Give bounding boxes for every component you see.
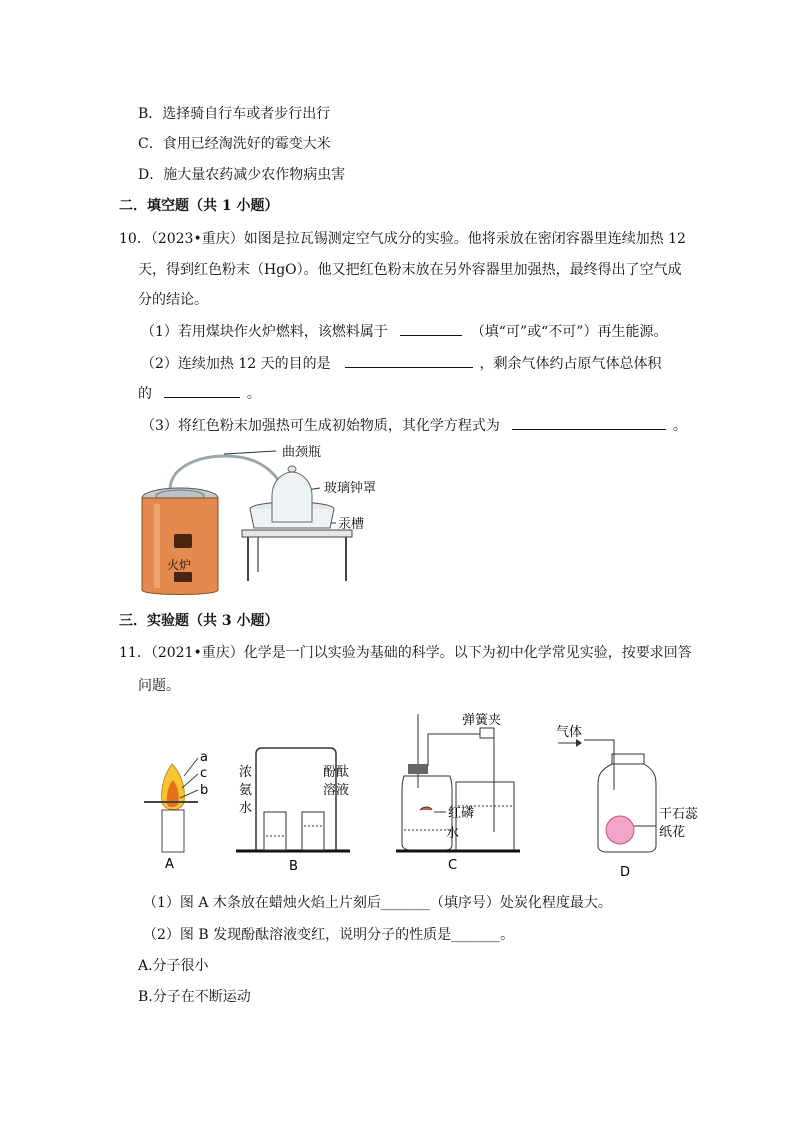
furnace-highlight [154, 504, 160, 588]
q9-option-b: B．选择骑自行车或者步行出行 [138, 106, 331, 122]
q10-part1 [141, 321, 667, 342]
flask-leader-line [224, 451, 276, 454]
section-3-title: 三．实验题（共 3 小题） [119, 613, 279, 629]
figure-label-a: A [165, 857, 174, 872]
litmus-label-1: 干石蕊 [659, 807, 699, 822]
phenol-label-1: 酚酞 [323, 765, 350, 780]
ammonia-label-2: 氨 [239, 783, 253, 798]
q10-part2-text-after: ，剩余气体约占原气体总体积 [479, 356, 662, 372]
clip-label: 弹簧夹 [462, 713, 502, 728]
lavoisier-apparatus-figure [130, 438, 390, 600]
litmus-label-2: 纸花 [659, 825, 686, 840]
section-2-title: 二．填空题（共 1 小题） [119, 198, 279, 214]
figure-label-b: B [289, 859, 298, 874]
small-beaker-left [264, 812, 286, 850]
answer-blank[interactable] [400, 321, 462, 336]
small-beaker-right [302, 812, 324, 850]
jar-mouth [612, 754, 644, 764]
stopper [408, 764, 428, 774]
candle-body [162, 810, 184, 852]
gas-bottle [402, 776, 452, 850]
combustion-spoon [420, 807, 432, 810]
q11-stem-line2: 问题。 [138, 678, 180, 694]
table-top [242, 530, 352, 537]
q10-part1-text-after: （填“可”或“不可”）再生能源。 [470, 324, 668, 340]
figure-label-d: D [620, 865, 631, 880]
figure-label-c: C [448, 858, 458, 873]
experiment-c-phosphorus [396, 712, 520, 873]
phenol-label-2: 溶液 [323, 783, 350, 798]
flame-zone-c: c [200, 766, 208, 781]
experiment-a-candle [144, 750, 208, 872]
q11-stem-line1: 11．（2021•重庆）化学是一门以实验为基础的科学。以下为初中化学常见实验，按要求回答 [119, 645, 692, 661]
ammonia-label-3: 水 [239, 801, 253, 816]
spring-clamp [480, 728, 494, 738]
flame-zone-a: a [200, 750, 208, 765]
water-label: 水 [446, 826, 460, 841]
q10-stem-line2: 天，得到红色粉末（HgO）。他又把红色粉末放在另外容器里加强热，最终得出了空气成 [138, 262, 682, 278]
furnace-label: 火炉 [167, 558, 192, 572]
q9-option-d: D．施大量农药减少农作物病虫害 [138, 167, 346, 183]
q10-stem-line1: 10．（2023•重庆）如图是拉瓦锡测定空气成分的实验。他将汞放在密闭容器里连续加热 12 [119, 231, 686, 247]
trough-label: 汞槽 [338, 517, 365, 532]
leader-a [184, 758, 198, 776]
answer-blank[interactable] [512, 415, 666, 430]
gas-arrowhead [576, 739, 582, 747]
q10-part3-end: 。 [672, 418, 687, 434]
q10-part2-line2-end: 。 [246, 386, 261, 402]
furnace-vent [174, 572, 192, 582]
answer-blank[interactable] [164, 383, 240, 398]
flask-label: 曲颈瓶 [282, 445, 322, 460]
q10-part3-text: （3）将红色粉末加强热可生成初始物质，其化学方程式为 [141, 418, 500, 434]
experiment-d-litmus [556, 724, 699, 880]
q9-option-c: C．食用已经淘洗好的霉变大米 [138, 136, 331, 152]
ammonia-label-1: 浓 [239, 765, 253, 780]
q11-part2: （2）图 B 发现酚酞溶液变红，说明分子的性质是_______。 [143, 927, 515, 943]
bell-jar-knob [288, 466, 296, 472]
q10-part2-line2 [138, 383, 261, 404]
phosphorus-label: 红磷 [448, 806, 475, 821]
q10-part2 [141, 353, 662, 374]
bell-jar [272, 472, 312, 522]
experiments-figure [140, 706, 720, 880]
q10-part2-line2-text: 的 [138, 386, 152, 402]
q10-part2-text: （2）连续加热 12 天的目的是 [141, 356, 331, 372]
gas-label: 气体 [556, 725, 583, 740]
q10-stem-line3: 分的结论。 [138, 292, 208, 308]
experiment-b-diffusion [236, 748, 350, 874]
bell-jar-label: 玻璃钟罩 [324, 481, 377, 496]
q10-part3 [141, 415, 687, 436]
q11-option-b: B.分子在不断运动 [138, 989, 251, 1005]
q11-option-a: A.分子很小 [138, 958, 209, 974]
q11-part1: （1）图 A 木条放在蜡烛火焰上片刻后_______（填序号）处炭化程度最大。 [143, 895, 612, 911]
flame-zone-b: b [200, 783, 209, 798]
litmus-flower [606, 816, 634, 844]
q10-part1-text: （1）若用煤块作火炉燃料，该燃料属于 [141, 324, 388, 340]
answer-blank[interactable] [345, 353, 473, 368]
furnace-door [174, 534, 192, 548]
